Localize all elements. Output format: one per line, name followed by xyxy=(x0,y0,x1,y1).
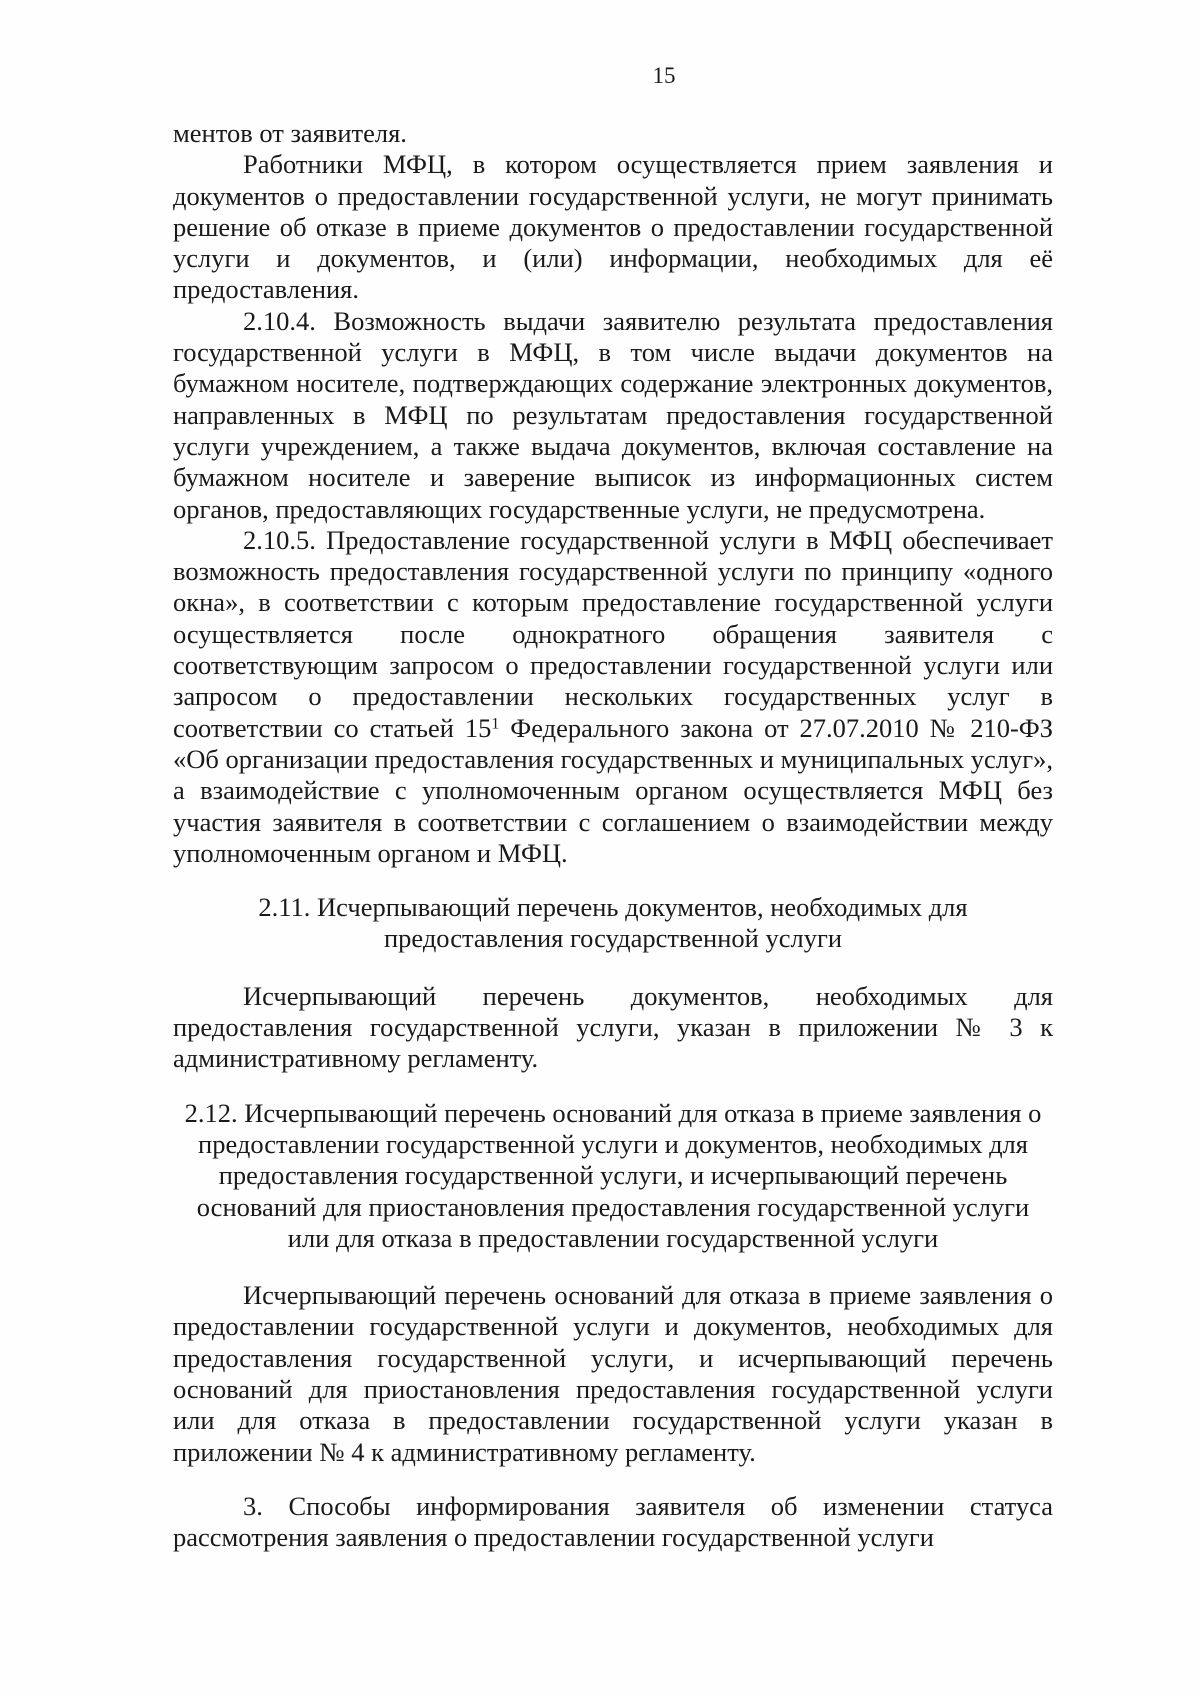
footnote-superscript: 1 xyxy=(491,714,500,732)
section-3-heading: 3. Способы информирования заявителя об изменении статуса рассмотрения заявления о предоставлении государственной услуги xyxy=(173,1490,1053,1553)
paragraph-continuation: ментов от заявителя. xyxy=(173,118,407,148)
paragraph-2-10-5-part2: Федерального закона от 27.07.2010 № 210-ФЗ «Об организации предоставления государственных и муниципальных услуг», а взаимодействие с уполномоченным органом осуществляется МФЦ без участия заявителя в соответствии с соглашением о взаимодействии между уполномоченным органом и МФЦ. xyxy=(173,712,1053,868)
section-2-12-heading: 2.12. Исчерпывающий перечень оснований для отказа в приеме заявления о предоставлении государственной услуги и документов, необходимых для предоставления государственной услуги, и исчерпывающий перечень оснований для приостановления предоставления государственной услуги или для отказа в предоставлении государственной услуги xyxy=(184,1097,1042,1253)
section-2-11-heading: 2.11. Исчерпывающий перечень документов, необходимых для предоставления государственной услуги xyxy=(258,892,968,954)
paragraph-2-10-5 xyxy=(173,525,1053,869)
page-number: 15 xyxy=(652,63,676,88)
paragraph-2-10-5-part1: 2.10.5. Предоставление государственной услуги в МФЦ обеспечивает возможность предоставления государственной услуги по принципу «одного окна», в соответствии с которым предоставление государственной услуги осуществляется после однократного обращения заявителя с соответствующим запросом о предоставлении государственной услуги или запросом о предоставлении нескольких государственных услуг в соответствии со статьей 15 xyxy=(173,524,1053,743)
paragraph-2-10-4: 2.10.4. Возможность выдачи заявителю результата предоставления государственной услуги в МФЦ, в том числе выдачи документов на бумажном носителе, подтверждающих содержание электронных документов, направленных в МФЦ по результатам предоставления государственной услуги учреждением, а также выдача документов, включая составление на бумажном носителе и заверение выписок из информационных систем органов, предоставляющих государственные услуги, не предусмотрена. xyxy=(173,305,1053,524)
section-2-12-text: Исчерпывающий перечень оснований для отказа в приеме заявления о предоставлении государственной услуги и документов, необходимых для предоставления государственной услуги, и исчерпывающий перечень оснований для приостановления предоставления государственной услуги или для отказа в предоставлении государственной услуги указан в приложении № 4 к административному регламенту. xyxy=(173,1280,1053,1467)
paragraph-mfc-workers: Работники МФЦ, в котором осуществляется прием заявления и документов о предоставлении государственной услуги, не могут принимать решение об отказе в приеме документов о предоставлении государственной услуги и документов, и (или) информации, необходимых для её предоставления. xyxy=(173,149,1053,305)
section-2-11-text: Исчерпывающий перечень документов, необходимых для предоставления государственной услуги, указан в приложении № 3 к административному регламенту. xyxy=(173,980,1053,1074)
document-body xyxy=(173,118,1053,1553)
